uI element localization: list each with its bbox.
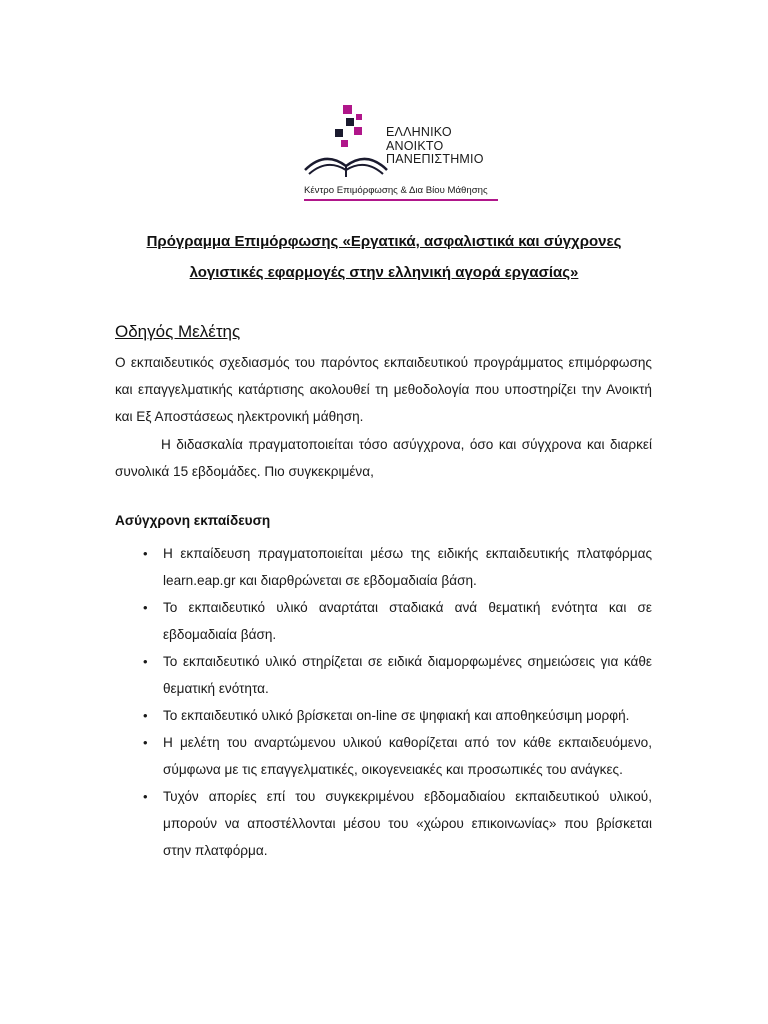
paragraph-methodology: Ο εκπαιδευτικός σχεδιασμός του παρόντος εκπαιδευτικού προγράμματος επιμόρφωσης και επαγγελματικής κατάρτισης ακολουθεί τη μεθοδολογία που υποστηρίζει την Ανοικτή και Εξ Αποστάσεως ηλεκτρονική μάθηση. [115,355,652,424]
list-item-text: Η εκπαίδευση πραγματοποιείται μέσω της ειδικής εκπαιδευτικής πλατφόρμας learn.eap.gr και διαρθρώνεται σε εβδομαδιαία βάση. [163,546,652,588]
logo-subtitle: Κέντρο Επιμόρφωσης & Δια Βίου Μάθησης [304,185,488,196]
study-guide-heading: Οδηγός Μελέτης [115,322,241,341]
logo-wordmark [386,126,484,167]
async-training-heading: Ασύγχρονη εκπαίδευση [115,513,271,528]
list-item-text: Το εκπαιδευτικό υλικό αναρτάται σταδιακά ανά θεματική ενότητα και σε εβδομαδιαία βάση. [163,600,652,642]
list-item-text: Η μελέτη του αναρτώμενου υλικού καθορίζεται από τον κάθε εκπαιδευόμενο, σύμφωνα με τις επαγγελματικές, οικογενειακές και προσωπικές του ανάγκες. [163,735,652,777]
logo-line-3: ΠΑΝΕΠΙΣΤΗΜΙΟ [386,152,484,166]
list-item [115,783,652,864]
list-item-text: Τυχόν απορίες επί του συγκεκριμένου εβδομαδιαίου εκπαιδευτικού υλικού, μπορούν να αποστέλλονται μέσου του «χώρου επικοινωνίας» που βρίσκεται στην πλατφόρμα. [163,789,652,858]
logo-line-1: ΕΛΛΗΝΙΚΟ [386,125,452,139]
list-item [115,729,652,783]
bullet-icon: • [143,789,148,804]
logo-line-2: ΑΝΟΙΚΤΟ [386,138,444,153]
list-item-text: Το εκπαιδευτικό υλικό στηρίζεται σε ειδικά διαμορφωμένες σημειώσεις για κάθε θεματική ενότητα. [163,654,652,696]
bullet-icon: • [143,654,148,669]
list-item-text: Το εκπαιδευτικό υλικό βρίσκεται on-line σε ψηφιακή και αποθηκεύσιμη μορφή. [163,708,630,723]
list-item [115,540,652,594]
bullet-icon: • [143,708,148,723]
bullet-icon: • [143,600,148,615]
list-item [115,648,652,702]
document-title-line-2: λογιστικές εφαρμογές στην ελληνική αγορά εργασίας» [189,264,579,281]
document-title-line-1: Πρόγραμμα Επιμόρφωσης «Εργατικά, ασφαλιστικά και σύγχρονες [146,233,622,250]
logo-underline [304,199,498,201]
bullet-icon: • [143,546,148,561]
list-item [115,702,652,729]
university-logo [299,88,501,220]
open-book-squares-icon [299,88,389,183]
paragraph-duration: Η διδασκαλία πραγματοποιείται τόσο ασύγχρονα, όσο και σύγχρονα και διαρκεί συνολικά 15 εβδομάδες. Πιο συγκεκριμένα, [115,437,652,479]
bullet-icon: • [143,735,148,750]
list-item [115,594,652,648]
async-training-list [115,540,652,864]
